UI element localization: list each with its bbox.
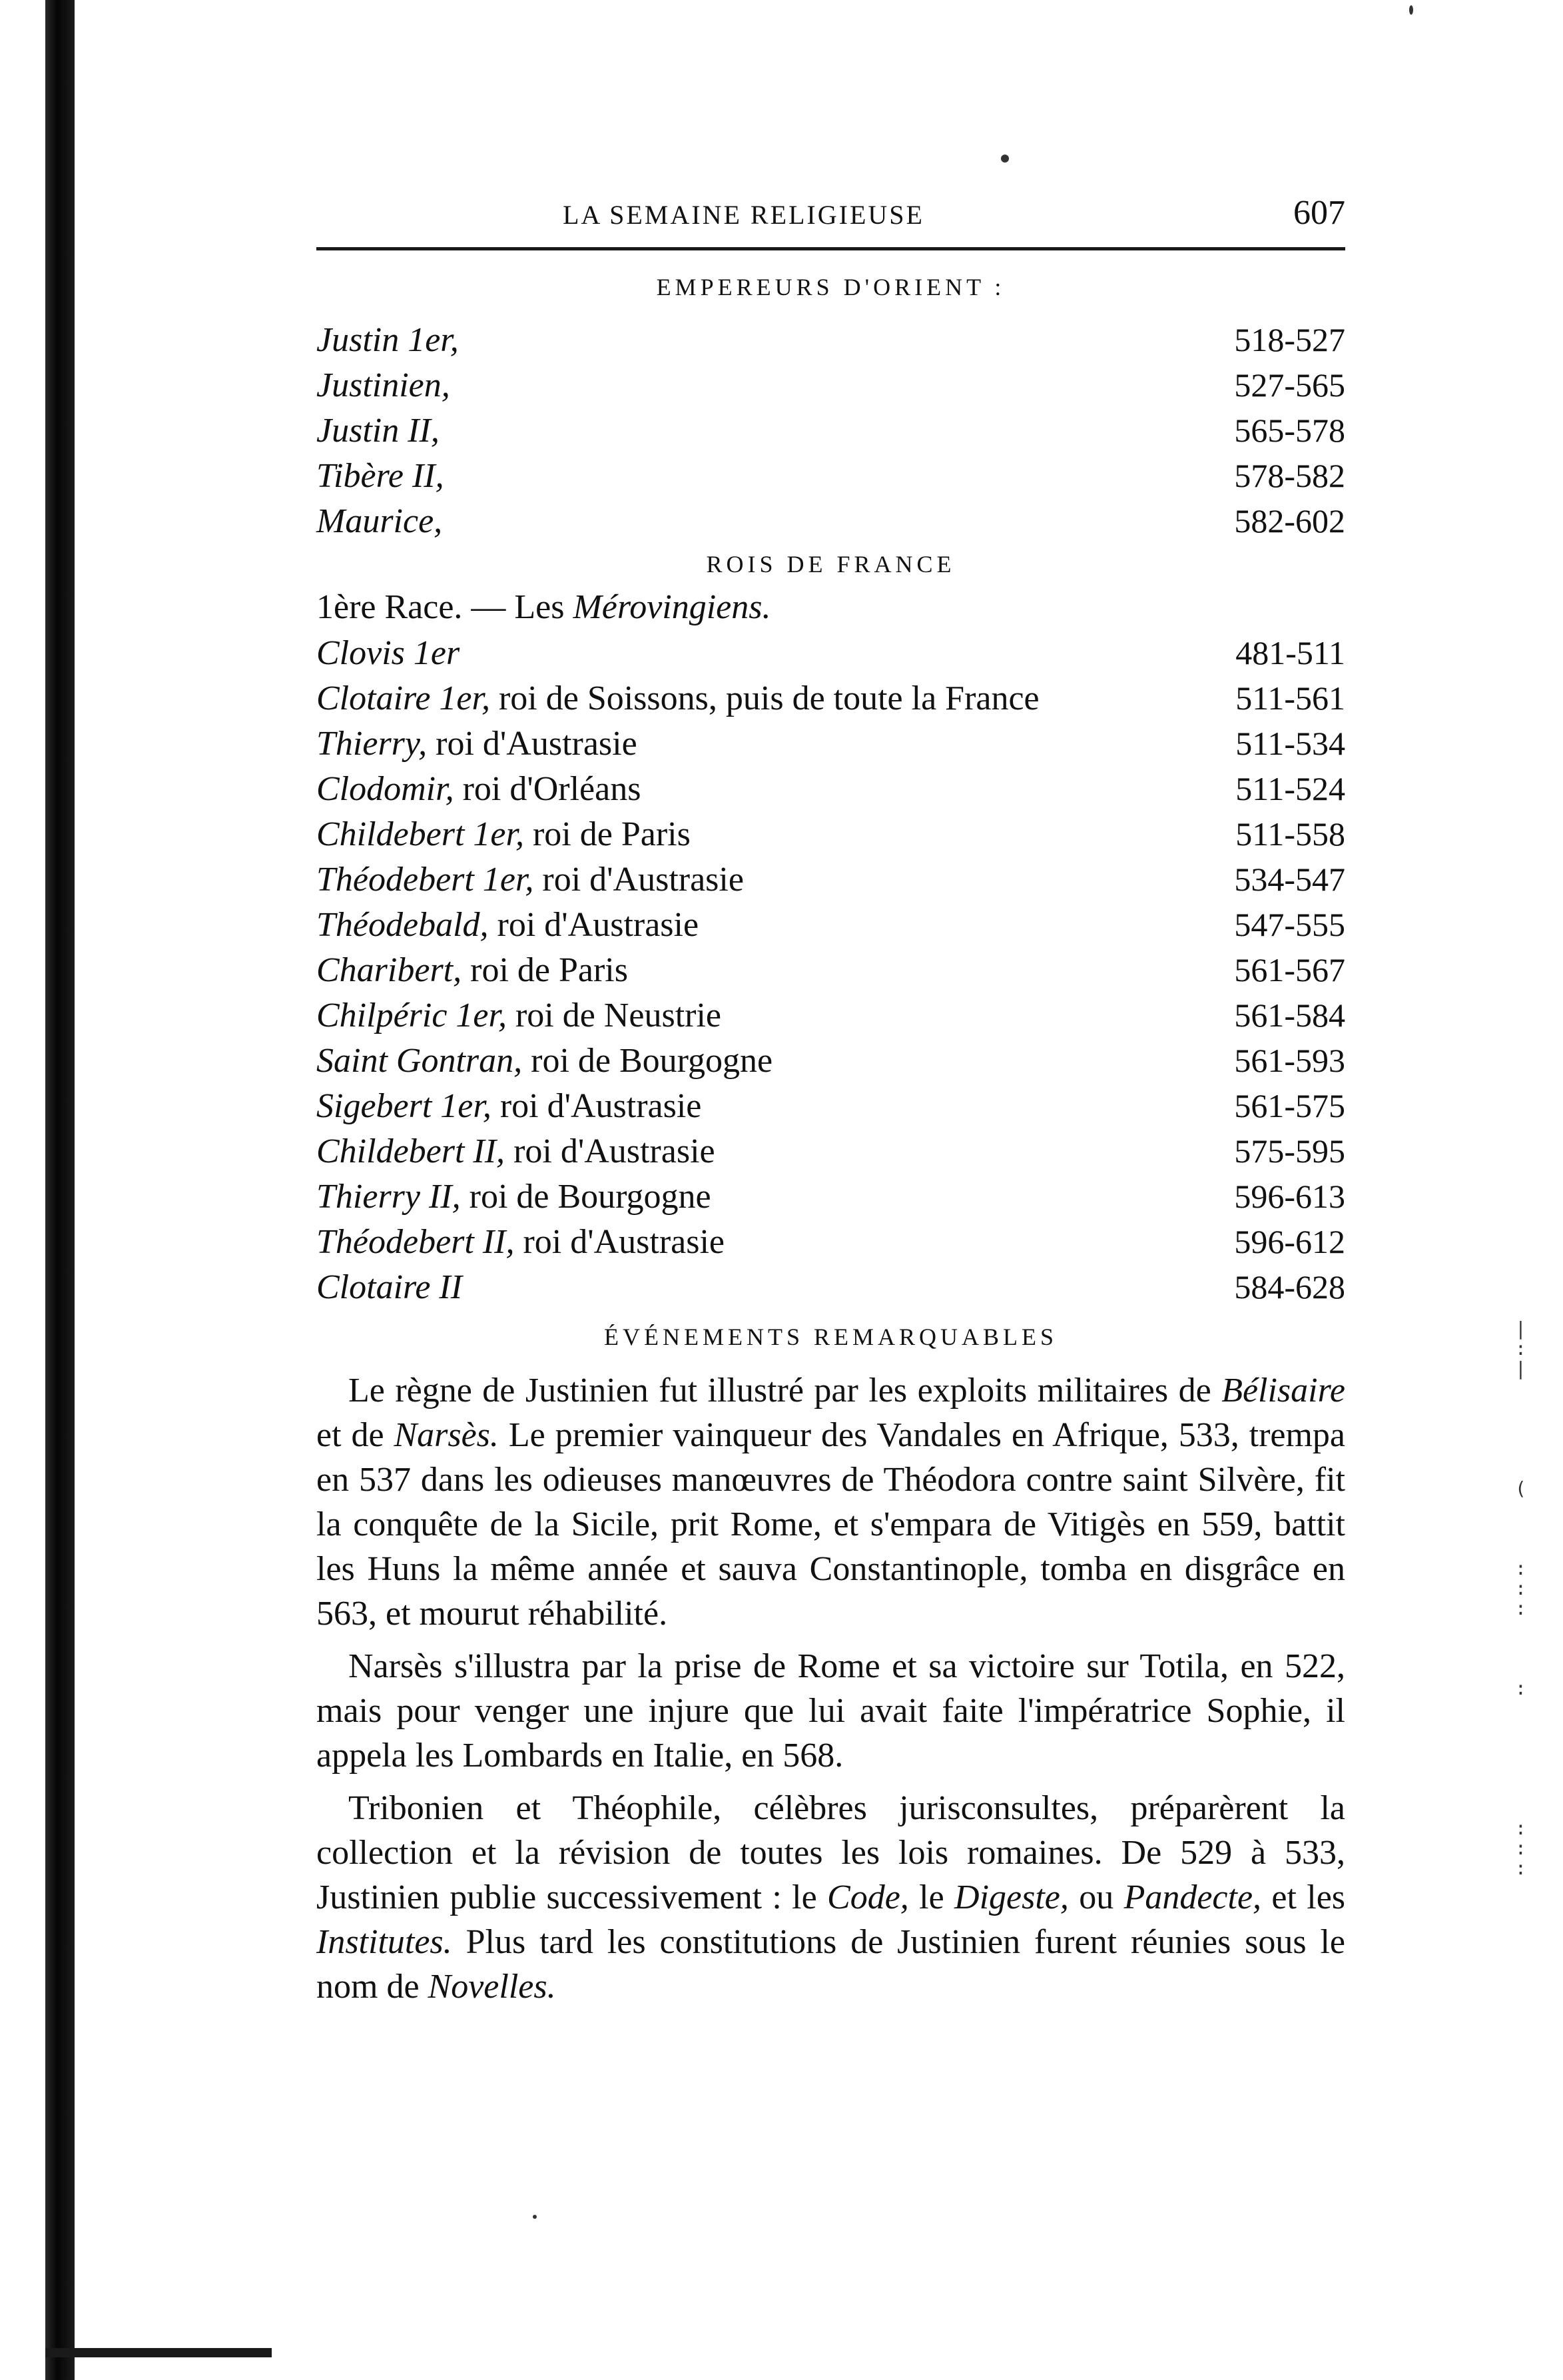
text-italic: Bélisaire [1221, 1372, 1345, 1409]
page-content [316, 193, 1345, 2009]
ink-speck [533, 2215, 537, 2219]
ruler-name: Théodebert 1er, [316, 861, 534, 899]
text: ou [1068, 1878, 1124, 1916]
reign-years: 511-558 [1235, 815, 1345, 853]
emperor-row [316, 317, 1345, 362]
text: et de [316, 1416, 394, 1454]
king-row [316, 811, 1345, 857]
running-head [316, 193, 1345, 250]
emperors-heading: EMPEREURS D'ORIENT : [656, 274, 1006, 300]
ruler-name: Clotaire II [316, 1268, 463, 1306]
king-row [316, 947, 1345, 992]
ruler-title: roi d'Austrasie [497, 906, 699, 944]
emperor-row [316, 408, 1345, 453]
entry-left [316, 767, 641, 812]
ruler-name: Justin 1er, [316, 321, 459, 359]
reign-years: 561-575 [1234, 1087, 1345, 1124]
reign-years: 561-567 [1234, 951, 1345, 989]
king-row [316, 721, 1345, 766]
entry-left [316, 812, 691, 857]
ruler-name: Thierry II, [316, 1178, 461, 1216]
king-row [316, 1219, 1345, 1264]
entry-left [316, 1038, 773, 1084]
text-italic: Code, [827, 1878, 909, 1916]
reign-years: 596-613 [1234, 1178, 1345, 1215]
emperors-list [316, 317, 1345, 544]
king-row [316, 1128, 1345, 1174]
entry-left [316, 1084, 701, 1129]
king-row [316, 1038, 1345, 1083]
ruler-title: roi d'Austrasie [499, 1087, 702, 1125]
ruler-name: Sigebert 1er, [316, 1087, 491, 1125]
reign-years: 518-527 [1234, 321, 1345, 358]
reign-years: 565-578 [1234, 412, 1345, 449]
entry-left [316, 1265, 462, 1310]
reign-years: 511-524 [1235, 770, 1345, 807]
entry-left [316, 454, 444, 499]
ruler-name: Saint Gontran, [316, 1042, 523, 1080]
ink-speck [1409, 5, 1413, 15]
reign-years: 511-561 [1235, 679, 1345, 717]
ruler-name: Justinien, [316, 366, 450, 404]
events-heading: ÉVÉNEMENTS REMARQUABLES [603, 1324, 1058, 1350]
ruler-title: roi de Soissons, puis de toute la France [498, 679, 1040, 717]
ruler-name: Maurice, [316, 502, 443, 540]
page-bottom-shadow [45, 2348, 272, 2357]
reign-years: 596-612 [1234, 1223, 1345, 1260]
text: Le règne de Justinien fut illustré par les exploits militaires de [348, 1372, 1222, 1409]
ruler-title: roi de Paris [470, 951, 628, 989]
ruler-name: Chilpéric 1er, [316, 996, 507, 1034]
ruler-name: Clodomir, [316, 770, 454, 808]
entry-left [316, 857, 744, 903]
reign-years: 481-511 [1235, 634, 1345, 671]
entry-left [316, 1174, 711, 1220]
text-italic: Novelles. [428, 1968, 556, 2006]
reign-years: 511-534 [1235, 725, 1345, 762]
entry-left [316, 499, 442, 544]
entry-left [316, 1129, 715, 1174]
reign-years: 584-628 [1234, 1268, 1345, 1306]
running-title: LA SEMAINE RELIGIEUSE [563, 200, 924, 230]
entry-left [316, 408, 440, 454]
reign-years: 527-565 [1234, 366, 1345, 404]
ruler-title: roi d'Orléans [462, 770, 641, 808]
ruler-name: Childebert 1er, [316, 815, 524, 853]
entry-left [316, 903, 699, 948]
entry-left [316, 948, 628, 993]
ruler-name: Clotaire 1er, [316, 679, 490, 717]
text: Plus tard les constitutions de Justinien furent réunies sous le nom de [316, 1923, 1345, 2006]
race-name: Mérovingiens. [573, 588, 771, 626]
entry-left [316, 721, 637, 767]
ruler-title: roi d'Austrasie [523, 1223, 725, 1261]
reign-years: 582-602 [1234, 502, 1345, 540]
text: Le premier vainqueur des Vandales en Afrique, 533, trempa en 537 dans les odieuses manœuvres de Théodora contre saint Silvère, fit la conquête de la Sicile, prit Rome, et s'empara de Vitigès en 559, battit les Huns la même année et sauva Constantinople, tomba en disgrâce en 563, et mourut réhabilité. [316, 1416, 1345, 1633]
text-italic: Pandecte, [1123, 1878, 1262, 1916]
reign-years: 561-584 [1234, 996, 1345, 1034]
king-row [316, 1174, 1345, 1219]
page-number: 607 [1293, 194, 1345, 232]
ruler-title: roi de Bourgogne [469, 1178, 711, 1216]
king-row [316, 1264, 1345, 1310]
emperor-row [316, 453, 1345, 498]
text: et les [1261, 1878, 1346, 1916]
text-italic: Narsès. [394, 1416, 499, 1454]
emperor-row [316, 498, 1345, 544]
king-row [316, 630, 1345, 675]
margin-marks: | : | ( : : : : : : : [1515, 1318, 1526, 1879]
entry-left [316, 631, 460, 676]
reign-years: 578-582 [1234, 457, 1345, 494]
ruler-title: roi de Neustrie [515, 996, 721, 1034]
ruler-name: Tibère II, [316, 457, 444, 495]
king-row [316, 766, 1345, 811]
book-spine-shadow [45, 0, 75, 2380]
king-row [316, 675, 1345, 721]
ruler-title: roi d'Austrasie [542, 861, 744, 899]
reign-years: 547-555 [1234, 906, 1345, 943]
events-paragraph-2: Narsès s'illustra par la prise de Rome et sa victoire sur Totila, en 522, mais pour venger une injure que lui avait faite l'impératrice Sophie, il appela les Lombards en Italie, en 568. [316, 1647, 1345, 1775]
kings-list [316, 630, 1345, 1310]
ruler-title: roi de Paris [532, 815, 691, 853]
ruler-name: Théodebald, [316, 906, 489, 944]
race-heading [316, 585, 1345, 630]
text: Tribonien et Théophile, célèbres jurisconsultes, préparèrent la collection et la révision de toutes les lois romaines. De 529 à 533, Justinien publie successivement : le [316, 1789, 1345, 1916]
text-italic: Digeste, [954, 1878, 1069, 1916]
events-paragraph-3 [316, 1786, 1345, 2009]
ruler-name: Clovis 1er [316, 634, 460, 672]
entry-left [316, 676, 1040, 721]
entry-left [316, 318, 459, 363]
ruler-name: Justin II, [316, 412, 440, 450]
text: le [908, 1878, 955, 1916]
reign-years: 575-595 [1234, 1132, 1345, 1170]
ruler-name: Théodebert II, [316, 1223, 515, 1261]
entry-left [316, 363, 450, 408]
ruler-name: Thierry, [316, 725, 428, 763]
race-prefix: 1ère Race. — Les [316, 588, 565, 626]
reign-years: 534-547 [1234, 861, 1345, 898]
king-row [316, 1083, 1345, 1128]
ink-speck [1001, 155, 1009, 163]
ruler-name: Childebert II, [316, 1132, 505, 1170]
entry-left [316, 1220, 725, 1265]
events-paragraph-1 [316, 1368, 1345, 1636]
king-row [316, 902, 1345, 947]
king-row [316, 992, 1345, 1038]
ruler-name: Charibert, [316, 951, 462, 989]
ruler-title: roi d'Austrasie [513, 1132, 715, 1170]
ruler-title: roi de Bourgogne [531, 1042, 773, 1080]
king-row [316, 857, 1345, 902]
ruler-title: roi d'Austrasie [436, 725, 637, 763]
entry-left [316, 993, 721, 1038]
reign-years: 561-593 [1234, 1042, 1345, 1079]
text-italic: Institutes. [316, 1923, 452, 1961]
emperor-row [316, 362, 1345, 408]
kings-heading: ROIS DE FRANCE [706, 551, 956, 578]
